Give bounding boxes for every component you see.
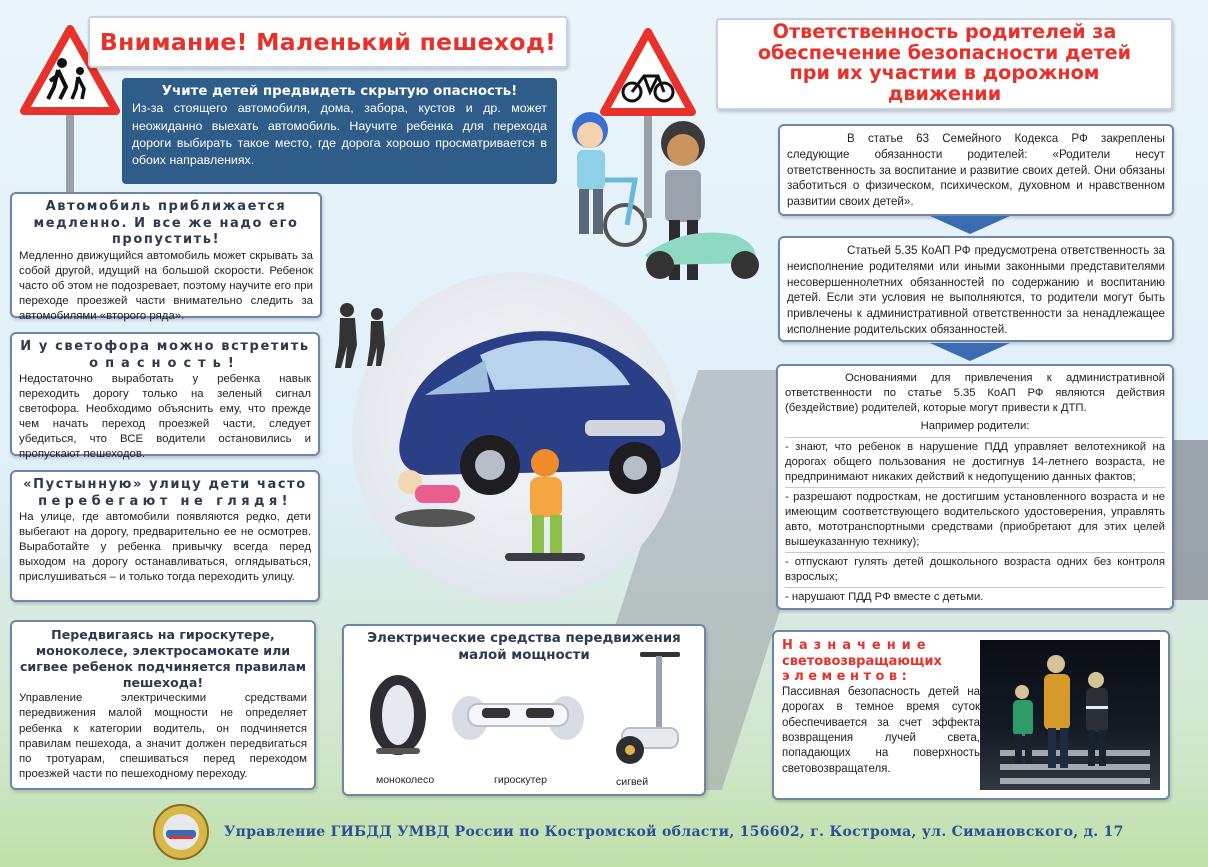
arrow-down-2 xyxy=(930,343,1010,361)
koap-text: Статьей 5.35 КоАП РФ предусмотрена ответственность за неисполнение родителями или иными законными представителями несовершеннолетних обязанностей по содержанию и воспитанию детей. Если эти условия не выполняются, то родители могут быть привлечены к административной ответственности за ненадлежащее исполнение родительских обязанностей. xyxy=(787,244,1165,336)
empty-street-text: На улице, где автомобили появляются редко, дети выбегают на дорогу, предварительно ее не осмотрев. Выработайте у ребенка привычку всегда перед выходом на дорогу останавливаться, оглядываться, прислушиваться – и только тогда переходить улицу. xyxy=(19,511,311,584)
responsibility-title: Ответственность родителей за обеспечение безопасности детей при их участии в дорожном движении xyxy=(757,20,1132,106)
reflectors-night-photo xyxy=(980,640,1160,790)
hidden-danger-heading: Учите детей предвидеть скрытую опасность! xyxy=(161,84,518,99)
traffic-light-heading: И у светофора можно встретить xyxy=(20,339,310,354)
page-title: Внимание! Маленький пешеход! xyxy=(99,28,557,56)
road-surface-right xyxy=(1170,440,1208,600)
gyro-panel xyxy=(10,620,316,790)
electric-vehicles-heading: Электрические средства передвижения малой мощности xyxy=(367,631,681,664)
monowheel-label: моноколесо xyxy=(376,774,435,786)
title-banner xyxy=(88,16,568,68)
slow-car-text: Медленно движущийся автомобиль может скрывать за собой другой, идущий на большой скорости. Ребенок часто об этом не подозревает, поэтому научите его при переходе проезжей части внимательно следить за автомобилями «второго ряда». xyxy=(19,249,313,323)
grounds-separator-3 xyxy=(785,587,1165,588)
gyroscooter-icon xyxy=(448,686,588,746)
reflectors-panel xyxy=(772,630,1170,800)
traffic-light-panel xyxy=(10,332,320,461)
responsibility-banner xyxy=(716,18,1173,110)
child-skateboard-illustration xyxy=(490,445,600,575)
empty-street-heading-2: перебегают не глядя! xyxy=(38,493,292,509)
empty-street-panel xyxy=(10,470,320,602)
gyroscooter-label: гироскутер xyxy=(494,774,547,786)
night-pedestrians-photo-icon xyxy=(980,640,1160,790)
grounds-separator-1 xyxy=(785,487,1165,488)
grounds-item: - нарушают ПДД РФ вместе с детьми. xyxy=(785,591,984,604)
reflectors-heading-2: световозвращающих xyxy=(782,653,942,669)
grounds-item: - разрешают подросткам, не достигшим установленного возраста и не имеющим соответствующего водительского удостоверения, управлять авто, мототранспортными средствами (приобретают для этих целей вышеуказанную технику); xyxy=(785,491,1165,549)
grounds-separator-2 xyxy=(785,552,1165,553)
gyro-text: Управление электрическими средствами передвижения малой мощности не определяет ребенка к категории водитель, он подчиняется правилам пешехода, а значит должен передвигаться по тротуарам, спешиваться перед переходом проезжей части по пешеходному переходу. xyxy=(19,692,307,780)
hidden-danger-text: Из-за стоящего автомобиля, дома, забора, кустов и др. может неожиданно выехать автомобиль. Научите ребенка для перехода дороги выбирать такое место, где дорога хорошо просматривается в обоих направлениях. xyxy=(132,101,547,167)
segway-label: сигвей xyxy=(616,776,649,788)
family-code-panel xyxy=(778,124,1174,216)
reflectors-text: Пассивная безопасность детей на дорогах в темное время суток обеспечивается за счет эффекта возвращения лучей света, попадающих на поверхность световозвращателя. xyxy=(782,685,980,775)
grounds-example-label: Например родители: xyxy=(920,420,1030,433)
slow-car-heading: Автомобиль приближается медленно. И все же надо его пропустить! xyxy=(33,199,299,248)
grounds-item: - знают, что ребенок в нарушение ПДД управляет велотехникой на дорогах общего пользования не достигнув 14-летнего возраста, не предпринимают никаких действий к недопущению данных фактов; xyxy=(785,441,1165,484)
traffic-light-text: Недостаточно выработать у ребенка навык переходить дорогу только на зеленый сигнал светофора. Необходимо объяснить ему, что прежде чем начать переход проезжей части, следует убедиться, что ВСЕ водители остановились и пропускают пешеходов. xyxy=(19,373,311,461)
reflectors-heading-3: элементов: xyxy=(782,669,912,685)
family-code-text: В статье 63 Семейного Кодекса РФ закреплены следующие обязанности родителей: «Родители несут ответственность за воспитание и развитие своих детей. Они обязаны заботиться о физическом, психическом, духовном и нравственном развитии своих детей». xyxy=(787,132,1165,209)
bicycle-warning-sign-icon xyxy=(600,28,696,218)
hidden-danger-panel xyxy=(122,78,557,184)
reflectors-heading-1: Назначение xyxy=(782,638,932,653)
pedestrians-silhouette xyxy=(325,300,400,370)
electric-vehicles-panel xyxy=(342,624,706,796)
empty-street-heading: «Пустынную» улицу дети часто xyxy=(23,477,307,492)
child-manhole-illustration xyxy=(380,460,480,530)
traffic-light-heading-2: опасность! xyxy=(89,355,241,371)
segway-icon xyxy=(610,650,690,770)
gibdd-emblem-icon xyxy=(152,802,210,862)
grounds-panel xyxy=(776,364,1174,610)
gyro-heading: Передвигаясь на гироскутере, моноколесе, электросамокате или сигвее ребенок подчиняется правилам пешехода! xyxy=(19,627,307,691)
grounds-intro: Основаниями для привлечения к административной ответственности по статье 5.35 КоАП РФ являются действия (бездействие) родителей, которые могут привести к ДТП. xyxy=(785,372,1165,415)
footer-address: Управление ГИБДД УМВД России по Костромской области, 156602, г. Кострома, ул. Симановского, д. 17 xyxy=(224,824,1124,840)
slow-car-panel xyxy=(10,192,322,323)
grounds-separator-0 xyxy=(785,437,1165,438)
monowheel-icon xyxy=(358,670,438,760)
grounds-item: - отпускают гулять детей дошкольного возраста одних без контроля взрослых; xyxy=(785,556,1165,584)
koap-panel xyxy=(778,236,1174,342)
arrow-down-1 xyxy=(930,216,1010,234)
